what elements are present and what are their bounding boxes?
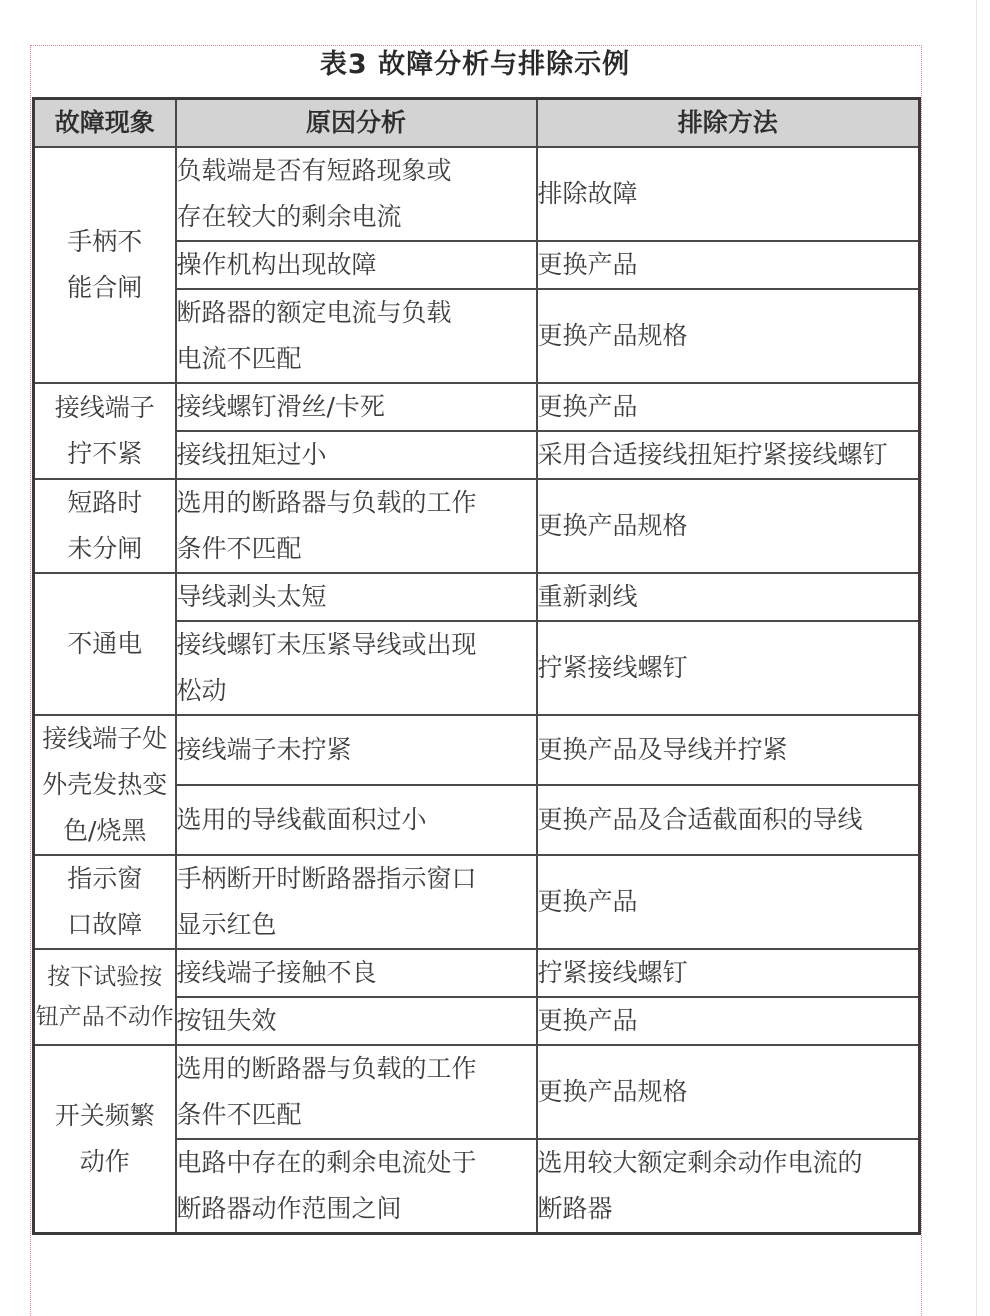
table-row [34,383,920,431]
fix-cell [537,1045,920,1139]
cause-cell [176,147,537,241]
cause-line: 条件不匹配 [176,534,302,563]
fix-line: 拧紧接线螺钉 [537,653,688,682]
fix-line: 排除故障 [537,179,638,208]
symptom-line: 手柄不 [67,227,143,256]
cause-line: 负载端是否有短路现象或 [176,156,452,185]
header-row [34,99,920,148]
symptom-line: 外壳发热变 [42,770,168,799]
cause-line: 导线剥头太短 [176,582,327,611]
cause-cell [176,1139,537,1234]
fix-cell [537,1139,920,1234]
fix-cell [537,785,920,855]
fault-analysis-table [32,97,921,1235]
fix-line: 采用合适接线扭矩拧紧接线螺钉 [537,440,888,469]
symptom-cell [34,949,176,1045]
cause-cell [176,855,537,949]
symptom-line: 口故障 [67,910,143,939]
cause-cell [176,241,537,289]
cause-cell [176,431,537,479]
cause-line: 手柄断开时断路器指示窗口 [176,864,477,893]
fix-line: 更换产品规格 [537,321,688,350]
header-cause: 原因分析 [176,99,537,148]
cause-line: 按钮失效 [176,1006,277,1035]
fix-cell [537,621,920,715]
fix-line: 更换产品规格 [537,511,688,540]
fix-line: 重新剥线 [537,582,638,611]
cause-line: 接线螺钉滑丝/卡死 [176,392,385,421]
cause-cell [176,573,537,621]
symptom-line: 动作 [79,1147,130,1176]
cause-line: 接线端子未拧紧 [176,735,352,764]
fix-line: 更换产品 [537,1006,638,1035]
fix-line: 更换产品及合适截面积的导线 [537,805,863,834]
page-edge-line [976,0,977,1316]
table-row [34,715,920,785]
fix-line: 更换产品 [537,392,638,421]
cause-cell [176,997,537,1045]
fix-cell [537,383,920,431]
page-margin-guide-right [921,45,922,1316]
fix-cell [537,715,920,785]
cause-line: 显示红色 [176,910,277,939]
cause-line: 条件不匹配 [176,1100,302,1129]
fix-line: 断路器 [537,1194,613,1223]
symptom-cell [34,1045,176,1234]
symptom-line: 不通电 [67,629,143,658]
fix-cell [537,431,920,479]
cause-cell [176,715,537,785]
fix-cell [537,855,920,949]
cause-cell [176,383,537,431]
fix-line: 更换产品 [537,250,638,279]
cause-line: 电流不匹配 [176,344,302,373]
symptom-cell [34,479,176,573]
table-row [34,949,920,997]
fix-cell [537,241,920,289]
cause-line: 接线螺钉未压紧导线或出现 [176,630,477,659]
header-symptom: 故障现象 [34,99,176,148]
fix-cell [537,479,920,573]
cause-cell [176,289,537,383]
cause-cell [176,621,537,715]
cause-line: 接线扭矩过小 [176,440,327,469]
cause-line: 选用的断路器与负载的工作 [176,488,477,517]
symptom-line: 拧不紧 [67,439,143,468]
cause-line: 断路器动作范围之间 [176,1194,402,1223]
symptom-line: 按下试验按 [47,964,163,990]
fix-line: 更换产品规格 [537,1077,688,1106]
symptom-line: 开关频繁 [54,1101,155,1130]
fix-line: 更换产品 [537,887,638,916]
page-margin-guide-left [30,45,31,1316]
symptom-line: 色/烧黑 [63,816,147,845]
table-body [34,147,920,1234]
table-row [34,1045,920,1139]
symptom-line: 能合闸 [67,273,143,302]
table-row [34,479,920,573]
symptom-line: 接线端子处 [42,724,168,753]
symptom-line: 短路时 [67,488,143,517]
cause-line: 接线端子接触不良 [176,958,377,987]
table-caption: 表3 故障分析与排除示例 [319,49,631,80]
symptom-cell [34,715,176,855]
cause-cell [176,949,537,997]
cause-cell [176,1045,537,1139]
fix-cell [537,289,920,383]
symptom-cell [34,147,176,383]
cause-line: 选用的断路器与负载的工作 [176,1054,477,1083]
symptom-cell [34,383,176,479]
table-row [34,855,920,949]
symptom-line: 接线端子 [54,393,155,422]
cause-line: 断路器的额定电流与负载 [176,298,452,327]
fix-cell [537,949,920,997]
fix-line: 更换产品及导线并拧紧 [537,735,788,764]
cause-line: 松动 [176,676,227,705]
fix-line: 拧紧接线螺钉 [537,958,688,987]
table-row [34,573,920,621]
header-fix: 排除方法 [537,99,920,148]
fix-cell [537,573,920,621]
symptom-line: 未分闸 [67,534,143,563]
symptom-line: 指示窗 [67,864,143,893]
fix-cell [537,147,920,241]
fix-line: 选用较大额定剩余动作电流的 [537,1148,863,1177]
table-row [34,147,920,241]
cause-cell [176,479,537,573]
symptom-cell [34,855,176,949]
fix-cell [537,997,920,1045]
symptom-cell [34,573,176,715]
symptom-line: 钮产品不动作 [35,1004,174,1030]
cause-line: 操作机构出现故障 [176,250,377,279]
cause-cell [176,785,537,855]
cause-line: 选用的导线截面积过小 [176,805,427,834]
cause-line: 存在较大的剩余电流 [176,202,402,231]
cause-line: 电路中存在的剩余电流处于 [176,1148,477,1177]
